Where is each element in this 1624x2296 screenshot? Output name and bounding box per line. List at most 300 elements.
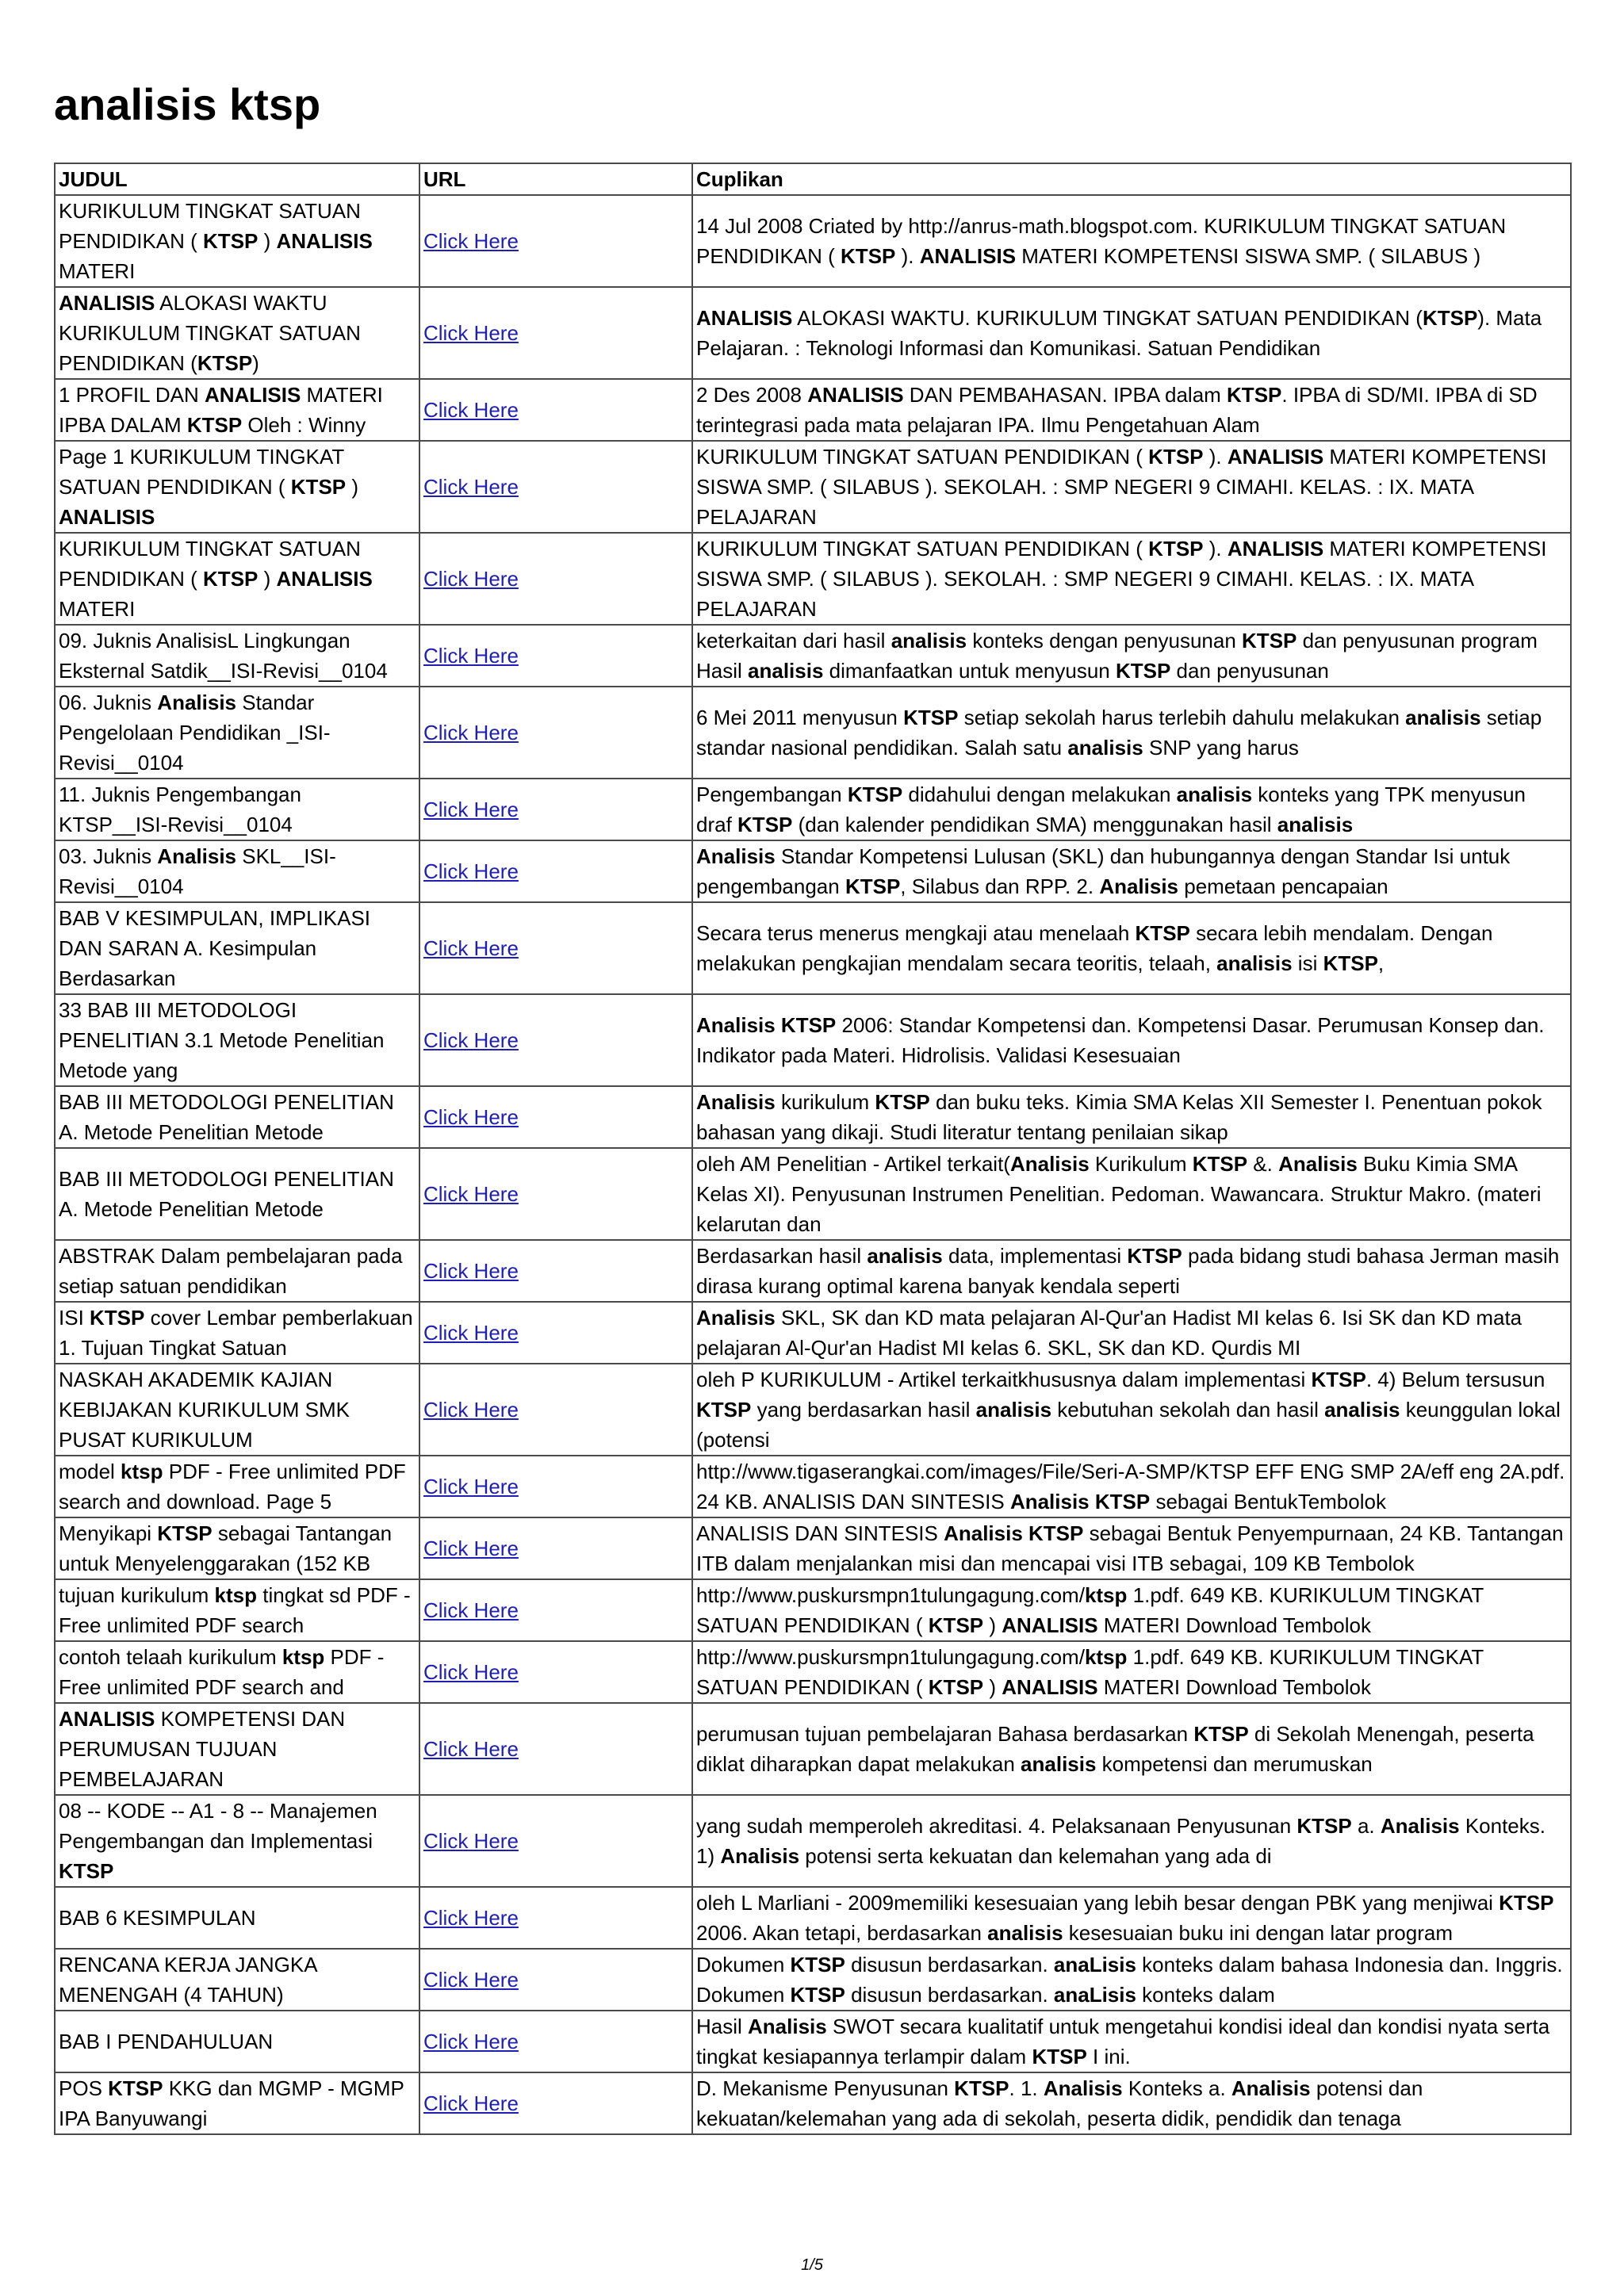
text-segment: setiap standar nasional pendidikan. Salah satu: [696, 706, 1542, 760]
keyword-highlight: KTSP: [290, 475, 347, 499]
text-segment: KURIKULUM TINGKAT SATUAN PENDIDIKAN (: [696, 537, 1149, 561]
keyword-highlight: analisis: [975, 1398, 1052, 1422]
keyword-highlight: ANALISIS: [59, 505, 155, 529]
text-segment: didahului dengan melakukan: [902, 783, 1177, 806]
text-segment: a.: [1351, 1814, 1381, 1838]
url-cell: [419, 1302, 692, 1364]
keyword-highlight: KTSP: [1227, 383, 1282, 407]
text-segment: 1.pdf. 649 KB. KURIKULUM TINGKAT SATUAN PENDIDIKAN (: [696, 1645, 1484, 1699]
table-row: [55, 1456, 1571, 1517]
cuplikan-cell: [692, 1148, 1571, 1240]
text-segment: 09. Juknis AnalisisL Lingkungan Eksternal Satdik__ISI-Revisi__0104: [59, 629, 388, 683]
text-segment: Konteks a.: [1122, 2076, 1231, 2100]
text-segment: kesesuaian buku ini dengan latar program: [1063, 1921, 1453, 1945]
keyword-highlight: Analisis: [748, 2015, 827, 2038]
text-segment: ): [258, 229, 277, 253]
keyword-highlight: KTSP: [1311, 1368, 1366, 1391]
text-segment: sebagai BentukTembolok: [1150, 1490, 1386, 1513]
text-segment: ): [346, 475, 359, 499]
url-cell: [419, 533, 692, 625]
keyword-highlight: ANALISIS: [204, 383, 301, 407]
keyword-highlight: Analisis: [696, 1306, 776, 1330]
text-segment: KOMPETENSI DAN PERUMUSAN TUJUAN PEMBELAJARAN: [59, 1707, 346, 1791]
keyword-highlight: ktsp: [121, 1460, 163, 1483]
click-here-link[interactable]: Click Here: [423, 721, 519, 744]
cuplikan-cell: [692, 1795, 1571, 1887]
text-segment: 6 Mei 2011 menyusun: [696, 706, 904, 729]
keyword-highlight: ktsp: [214, 1583, 258, 1607]
click-here-link[interactable]: Click Here: [423, 1182, 519, 1206]
table-row: [55, 1148, 1571, 1240]
url-cell: [419, 625, 692, 687]
text-segment: dan buku teks. Kimia SMA Kelas XII Semester I. Penentuan pokok bahasan yang dikaji. Studi literatur tentang penilaian sikap: [696, 1090, 1542, 1144]
url-cell: [419, 2011, 692, 2072]
text-segment: Menyikapi: [59, 1521, 158, 1545]
text-segment: MATERI Download Tembolok: [1097, 1613, 1371, 1637]
text-segment: MATERI Download Tembolok: [1097, 1675, 1371, 1699]
text-segment: BAB V KESIMPULAN, IMPLIKASI DAN SARAN A. Kesimpulan Berdasarkan: [59, 906, 371, 990]
cuplikan-cell: [692, 1703, 1571, 1795]
text-segment: keunggulan lokal (potensi: [696, 1398, 1561, 1452]
url-cell: [419, 840, 692, 902]
keyword-highlight: analisis: [987, 1921, 1063, 1945]
keyword-highlight: Analisis: [1380, 1814, 1460, 1838]
text-segment: 06. Juknis: [59, 691, 158, 714]
text-segment: pada bidang studi bahasa Jerman masih dirasa kurang optimal karena banyak kendala seperti: [696, 1244, 1560, 1298]
text-segment: BAB I PENDAHULUAN: [59, 2030, 274, 2053]
keyword-highlight: ktsp: [1084, 1645, 1128, 1669]
judul-cell: [55, 2072, 419, 2134]
keyword-highlight: analisis: [748, 659, 824, 683]
text-segment: MATERI KOMPETENSI SISWA SMP. ( SILABUS ). SEKOLAH. : SMP NEGERI 9 CIMAHI. KELAS. : IX. MATA PELAJARAN: [696, 537, 1547, 621]
keyword-highlight: Analisis KTSP: [944, 1521, 1084, 1545]
click-here-link[interactable]: Click Here: [423, 1737, 519, 1761]
url-cell: [419, 1949, 692, 2011]
table-row: [55, 2072, 1571, 2134]
click-here-link[interactable]: Click Here: [423, 2030, 519, 2053]
judul-cell: [55, 902, 419, 994]
keyword-highlight: analisis: [891, 629, 967, 652]
url-cell: [419, 379, 692, 441]
click-here-link[interactable]: Click Here: [423, 644, 519, 668]
text-segment: 08 -- KODE -- A1 - 8 -- Manajemen Pengembangan dan Implementasi: [59, 1799, 377, 1853]
text-segment: konteks dalam: [1136, 1983, 1275, 2007]
text-segment: ): [252, 351, 259, 375]
url-cell: [419, 1887, 692, 1949]
text-segment: NASKAH AKADEMIK KAJIAN KEBIJAKAN KURIKULUM SMK PUSAT KURIKULUM: [59, 1368, 350, 1452]
text-segment: BAB 6 KESIMPULAN: [59, 1906, 256, 1930]
judul-cell: [55, 1703, 419, 1795]
click-here-link[interactable]: Click Here: [423, 1536, 519, 1560]
keyword-highlight: KTSP: [203, 567, 259, 591]
text-segment: D. Mekanisme Penyusunan: [696, 2076, 955, 2100]
judul-cell: [55, 840, 419, 902]
judul-cell: [55, 1302, 419, 1364]
keyword-highlight: KTSP: [845, 874, 901, 898]
keyword-highlight: ANALISIS: [59, 1707, 155, 1731]
cuplikan-cell: [692, 1302, 1571, 1364]
judul-cell: [55, 1517, 419, 1579]
text-segment: MATERI: [59, 597, 136, 621]
judul-cell: [55, 1949, 419, 2011]
keyword-highlight: KTSP: [841, 244, 896, 268]
table-row: [55, 1641, 1571, 1703]
text-segment: yang sudah memperoleh akreditasi. 4. Pelaksanaan Penyusunan: [696, 1814, 1297, 1838]
keyword-highlight: ANALISIS: [1002, 1675, 1098, 1699]
judul-cell: [55, 2011, 419, 2072]
text-segment: perumusan tujuan pembelajaran Bahasa berdasarkan: [696, 1722, 1194, 1746]
url-cell: [419, 287, 692, 379]
text-segment: kompetensi dan merumuskan: [1096, 1752, 1373, 1776]
table-row: [55, 1086, 1571, 1148]
text-segment: &.: [1247, 1152, 1279, 1176]
click-here-link[interactable]: Click Here: [423, 1398, 519, 1422]
click-here-link[interactable]: Click Here: [423, 1829, 519, 1853]
text-segment: konteks yang TPK menyusun draf: [696, 783, 1526, 836]
text-segment: ISI: [59, 1306, 90, 1330]
text-segment: KURIKULUM TINGKAT SATUAN PENDIDIKAN (: [696, 445, 1149, 469]
table-row: [55, 441, 1571, 533]
click-here-link[interactable]: Click Here: [423, 1259, 519, 1283]
keyword-highlight: KTSP: [157, 1521, 213, 1545]
text-segment: contoh telaah kurikulum: [59, 1645, 282, 1669]
url-cell: [419, 1364, 692, 1456]
cuplikan-cell: [692, 1887, 1571, 1949]
judul-cell: [55, 994, 419, 1086]
url-cell: [419, 1703, 692, 1795]
keyword-highlight: KTSP: [108, 2076, 163, 2100]
text-segment: MATERI KOMPETENSI SISWA SMP. ( SILABUS ). SEKOLAH. : SMP NEGERI 9 CIMAHI. KELAS. : IX. MATA PELAJARAN: [696, 445, 1547, 529]
text-segment: tingkat sd PDF - Free unlimited PDF search: [59, 1583, 411, 1637]
text-segment: BAB III METODOLOGI PENELITIAN A. Metode Penelitian Metode: [59, 1167, 394, 1221]
text-segment: . 1.: [1009, 2076, 1044, 2100]
text-segment: potensi dan kekuatan/kelemahan yang ada di sekolah, peserta didik, pendidik dan tenaga: [696, 2076, 1423, 2130]
text-segment: konteks dalam bahasa Indonesia dan. Inggris. Dokumen: [696, 1953, 1563, 2007]
text-segment: http://www.tigaserangkai.com/images/File/Seri-A-SMP/KTSP EFF ENG SMP 2A/eff eng 2A.pdf. 24 KB. ANALISIS DAN SINTESIS: [696, 1460, 1565, 1513]
table-row: [55, 779, 1571, 840]
judul-cell: [55, 1887, 419, 1949]
text-segment: Secara terus menerus mengkaji atau menelaah: [696, 921, 1136, 945]
cuplikan-cell: [692, 1949, 1571, 2011]
text-segment: 2006. Akan tetapi, berdasarkan: [696, 1921, 988, 1945]
click-here-link[interactable]: Click Here: [423, 1906, 519, 1930]
text-segment: oleh P KURIKULUM - Artikel terkaitkhususnya dalam implementasi: [696, 1368, 1312, 1391]
header-row: [55, 163, 1571, 195]
keyword-highlight: KTSP: [847, 783, 903, 806]
text-segment: 1 PROFIL DAN: [59, 383, 205, 407]
cuplikan-cell: [692, 687, 1571, 779]
text-segment: 1.pdf. 649 KB. KURIKULUM TINGKAT SATUAN PENDIDIKAN (: [696, 1583, 1484, 1637]
text-segment: KKG dan MGMP - MGMP IPA Banyuwangi: [59, 2076, 404, 2130]
text-segment: SNP yang harus: [1143, 736, 1299, 760]
text-segment: Standar Kompetensi Lulusan (SKL) dan hubungannya dengan Standar Isi untuk pengembangan: [696, 844, 1511, 898]
click-here-link[interactable]: Click Here: [423, 1598, 519, 1622]
table-row: [55, 287, 1571, 379]
cuplikan-cell: [692, 1641, 1571, 1703]
click-here-link[interactable]: Click Here: [423, 1105, 519, 1129]
keyword-highlight: ktsp: [1084, 1583, 1128, 1607]
keyword-highlight: Analisis KTSP: [696, 1013, 837, 1037]
cuplikan-cell: [692, 902, 1571, 994]
text-segment: Kurikulum: [1089, 1152, 1193, 1176]
table-row: [55, 1887, 1571, 1949]
judul-cell: [55, 195, 419, 287]
cuplikan-cell: [692, 441, 1571, 533]
keyword-highlight: Analisis: [1043, 2076, 1123, 2100]
keyword-highlight: KTSP: [1135, 921, 1190, 945]
text-segment: Oleh : Winny: [242, 413, 366, 437]
keyword-highlight: KTSP: [1323, 951, 1378, 975]
text-segment: ): [258, 567, 277, 591]
cuplikan-cell: [692, 1364, 1571, 1456]
text-segment: http://www.puskursmpn1tulungagung.com/: [696, 1583, 1085, 1607]
keyword-highlight: analisis: [1216, 951, 1293, 975]
text-segment: Buku Kimia SMA Kelas XI). Penyusunan Instrumen Penelitian. Pedoman. Wawancara. Struktur Makro. (materi kelarutan dan: [696, 1152, 1542, 1236]
text-segment: SKL, SK dan KD mata pelajaran Al-Qur'an Hadist MI kelas 6. Isi SK dan KD mata pelajaran Al-Qur'an Hadist MI kelas 6. SKL, SK dan KD. Qurdis MI: [696, 1306, 1522, 1360]
judul-cell: [55, 1364, 419, 1456]
text-segment: ): [983, 1613, 1002, 1637]
url-cell: [419, 2072, 692, 2134]
text-segment: ): [983, 1675, 1002, 1699]
text-segment: dimanfaatkan untuk menyusun: [823, 659, 1116, 683]
url-cell: [419, 994, 692, 1086]
keyword-highlight: KTSP: [875, 1090, 930, 1114]
keyword-highlight: Analisis KTSP: [1009, 1490, 1151, 1513]
text-segment: KURIKULUM TINGKAT SATUAN PENDIDIKAN (: [59, 199, 361, 253]
keyword-highlight: ANALISIS: [59, 291, 155, 315]
cuplikan-cell: [692, 1456, 1571, 1517]
judul-cell: [55, 625, 419, 687]
page-title: analisis ktsp: [54, 79, 321, 129]
table-row: [55, 1795, 1571, 1887]
text-segment: ALOKASI WAKTU. KURIKULUM TINGKAT SATUAN PENDIDIKAN (: [792, 306, 1423, 330]
keyword-highlight: KTSP: [186, 413, 243, 437]
keyword-highlight: ANALISIS: [1002, 1613, 1098, 1637]
keyword-highlight: KTSP: [1242, 629, 1297, 652]
table-row: [55, 625, 1571, 687]
table-row: [55, 1579, 1571, 1641]
judul-cell: [55, 1795, 419, 1887]
url-cell: [419, 779, 692, 840]
click-here-link[interactable]: Click Here: [423, 229, 519, 253]
table-row: [55, 379, 1571, 441]
text-segment: 14 Jul 2008 Criated by http://anrus-math.blogspot.com. KURIKULUM TINGKAT SATUAN PENDIDIKAN (: [696, 214, 1507, 268]
text-segment: oleh L Marliani - 2009memiliki kesesuaian yang lebih besar dengan PBK yang menjiwai: [696, 1891, 1500, 1915]
keyword-highlight: KTSP: [790, 1953, 845, 1976]
keyword-highlight: ANALISIS: [276, 567, 373, 591]
keyword-highlight: analisis: [1405, 706, 1481, 729]
keyword-highlight: KTSP: [59, 1859, 114, 1883]
keyword-highlight: KTSP: [1192, 1152, 1248, 1176]
text-segment: MATERI KOMPETENSI SISWA SMP. ( SILABUS ): [1016, 244, 1481, 268]
keyword-highlight: Analisis: [720, 1844, 800, 1868]
text-segment: setiap sekolah harus terlebih dahulu melakukan: [958, 706, 1406, 729]
table-row: [55, 687, 1571, 779]
text-segment: ). Mata Pelajaran. : Teknologi Informasi dan Komunikasi. Satuan Pendidikan: [696, 306, 1542, 360]
click-here-link[interactable]: Click Here: [423, 798, 519, 821]
table-row: [55, 994, 1571, 1086]
url-cell: [419, 1240, 692, 1302]
keyword-highlight: KTSP: [1032, 2045, 1087, 2068]
cuplikan-cell: [692, 994, 1571, 1086]
url-cell: [419, 1086, 692, 1148]
keyword-highlight: KTSP: [696, 1398, 752, 1422]
click-here-link[interactable]: Click Here: [423, 1028, 519, 1052]
text-segment: DAN PEMBAHASAN. IPBA dalam: [903, 383, 1228, 407]
click-here-link[interactable]: Click Here: [423, 321, 519, 345]
judul-cell: [55, 533, 419, 625]
table-row: [55, 1302, 1571, 1364]
table-row: [55, 840, 1571, 902]
text-segment: MATERI IPBA DALAM: [59, 383, 383, 437]
text-segment: secara lebih mendalam. Dengan melakukan pengkajian mendalam secara teoritis, telaah,: [696, 921, 1493, 975]
judul-cell: [55, 1579, 419, 1641]
table-row: [55, 1517, 1571, 1579]
judul-cell: [55, 1086, 419, 1148]
table-row: [55, 2011, 1571, 2072]
keyword-highlight: KTSP: [1115, 659, 1171, 683]
text-segment: PDF - Free unlimited PDF search and download. Page 5: [59, 1460, 406, 1513]
text-segment: Pengembangan: [696, 783, 848, 806]
text-segment: Konteks. 1): [696, 1814, 1545, 1868]
click-here-link[interactable]: Click Here: [423, 859, 519, 883]
keyword-highlight: KTSP: [1193, 1722, 1249, 1746]
click-here-link[interactable]: Click Here: [423, 936, 519, 960]
click-here-link[interactable]: Click Here: [423, 567, 519, 591]
click-here-link[interactable]: Click Here: [423, 475, 519, 499]
keyword-highlight: KTSP: [790, 1983, 845, 2007]
text-segment: ABSTRAK Dalam pembelajaran pada setiap satuan pendidikan: [59, 1244, 403, 1298]
judul-cell: [55, 1641, 419, 1703]
text-segment: SKL__ISI-Revisi__0104: [59, 844, 336, 898]
text-segment: I ini.: [1086, 2045, 1131, 2068]
column-header-url: URL: [419, 163, 692, 195]
keyword-highlight: KTSP: [903, 706, 959, 729]
judul-cell: [55, 1148, 419, 1240]
judul-cell: [55, 379, 419, 441]
keyword-highlight: anaLisis: [1053, 1983, 1136, 2007]
text-segment: SWOT secara kualitatif untuk mengetahui kondisi ideal dan kondisi nyata serta tingkat kesiapannya terlampir dalam: [696, 2015, 1550, 2068]
keyword-highlight: ktsp: [282, 1645, 325, 1669]
text-segment: dan penyusunan: [1170, 659, 1329, 683]
url-cell: [419, 195, 692, 287]
cuplikan-cell: [692, 625, 1571, 687]
keyword-highlight: Analisis: [1099, 874, 1179, 898]
keyword-highlight: KTSP: [1499, 1891, 1554, 1915]
table-row: [55, 902, 1571, 994]
text-segment: ).: [1203, 445, 1228, 469]
judul-cell: [55, 687, 419, 779]
judul-cell: [55, 441, 419, 533]
keyword-highlight: Analisis: [1278, 1152, 1358, 1176]
cuplikan-cell: [692, 1517, 1571, 1579]
text-segment: dan penyusunan program Hasil: [696, 629, 1538, 683]
keyword-highlight: KTSP: [1422, 306, 1478, 330]
click-here-link[interactable]: Click Here: [423, 1321, 519, 1345]
page-number: 1/5: [801, 2256, 823, 2274]
keyword-highlight: KTSP: [203, 229, 259, 253]
keyword-highlight: KTSP: [90, 1306, 145, 1330]
keyword-highlight: Analisis: [157, 691, 237, 714]
keyword-highlight: KTSP: [1148, 445, 1204, 469]
url-cell: [419, 902, 692, 994]
keyword-highlight: analisis: [1324, 1398, 1400, 1422]
click-here-link[interactable]: Click Here: [423, 1968, 519, 1992]
cuplikan-cell: [692, 287, 1571, 379]
table-row: [55, 533, 1571, 625]
text-segment: model: [59, 1460, 121, 1483]
keyword-highlight: ANALISIS: [807, 383, 904, 407]
cuplikan-cell: [692, 840, 1571, 902]
table-row: [55, 1240, 1571, 1302]
text-segment: . 4) Belum tersusun: [1365, 1368, 1545, 1391]
text-segment: potensi serta kekuatan dan kelemahan yang ada di: [799, 1844, 1272, 1868]
cuplikan-cell: [692, 379, 1571, 441]
table-row: [55, 1703, 1571, 1795]
table-body: [55, 195, 1571, 2134]
click-here-link[interactable]: Click Here: [423, 1475, 519, 1498]
text-segment: data, implementasi: [942, 1244, 1128, 1268]
url-cell: [419, 1148, 692, 1240]
cuplikan-cell: [692, 2072, 1571, 2134]
keyword-highlight: analisis: [1277, 813, 1354, 836]
text-segment: Hasil: [696, 2015, 749, 2038]
keyword-highlight: Analisis: [1231, 2076, 1311, 2100]
keyword-highlight: Analisis: [696, 1090, 776, 1114]
text-segment: (dan kalender pendidikan SMA) menggunakan hasil: [792, 813, 1277, 836]
text-segment: KURIKULUM TINGKAT SATUAN PENDIDIKAN (: [59, 537, 361, 591]
text-segment: , Silabus dan RPP. 2.: [900, 874, 1100, 898]
text-segment: Dokumen: [696, 1953, 791, 1976]
text-segment: sebagai Tantangan untuk Menyelenggarakan (152 KB: [59, 1521, 393, 1575]
keyword-highlight: analisis: [1176, 783, 1253, 806]
text-segment: 03. Juknis: [59, 844, 158, 868]
cuplikan-cell: [692, 195, 1571, 287]
text-segment: cover Lembar pemberlakuan 1. Tujuan Tingkat Satuan: [59, 1306, 413, 1360]
click-here-link[interactable]: Click Here: [423, 398, 519, 422]
keyword-highlight: analisis: [867, 1244, 943, 1268]
cuplikan-cell: [692, 1240, 1571, 1302]
keyword-highlight: KTSP: [1297, 1814, 1352, 1838]
keyword-highlight: analisis: [1021, 1752, 1097, 1776]
click-here-link[interactable]: Click Here: [423, 1660, 519, 1684]
keyword-highlight: KTSP: [737, 813, 793, 836]
keyword-highlight: KTSP: [928, 1675, 984, 1699]
cuplikan-cell: [692, 533, 1571, 625]
keyword-highlight: KTSP: [954, 2076, 1009, 2100]
text-segment: RENCANA KERJA JANGKA MENENGAH (4 TAHUN): [59, 1953, 317, 2007]
keyword-highlight: KTSP: [1148, 537, 1204, 561]
keyword-highlight: Analisis: [1009, 1152, 1090, 1176]
text-segment: POS: [59, 2076, 109, 2100]
keyword-highlight: ANALISIS: [1227, 537, 1324, 561]
text-segment: . IPBA di SD/MI. IPBA di SD terintegrasi pada mata pelajaran IPA. Ilmu Pengetahuan Alam: [696, 383, 1538, 437]
url-cell: [419, 441, 692, 533]
url-cell: [419, 1579, 692, 1641]
judul-cell: [55, 287, 419, 379]
text-segment: konteks dengan penyusunan: [967, 629, 1243, 652]
cuplikan-cell: [692, 779, 1571, 840]
text-segment: PDF - Free unlimited PDF search and: [59, 1645, 385, 1699]
judul-cell: [55, 1456, 419, 1517]
text-segment: disusun berdasarkan.: [845, 1983, 1054, 2007]
text-segment: disusun berdasarkan.: [845, 1953, 1054, 1976]
keyword-highlight: KTSP: [928, 1613, 984, 1637]
text-segment: Standar Pengelolaan Pendidikan _ISI-Revisi__0104: [59, 691, 331, 775]
text-segment: sebagai Bentuk Penyempurnaan, 24 KB. Tantangan ITB dalam menjalankan misi dan mencapai visi ITB sebagai, 109 KB Tembolok: [696, 1521, 1564, 1575]
text-segment: di Sekolah Menengah, peserta diklat diharapkan dapat melakukan: [696, 1722, 1534, 1776]
click-here-link[interactable]: Click Here: [423, 2091, 519, 2115]
